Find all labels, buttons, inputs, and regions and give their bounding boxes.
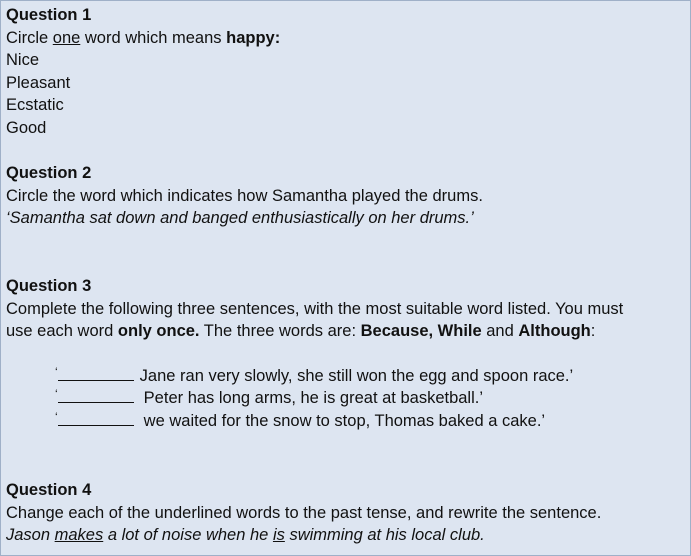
question-3 — [6, 275, 686, 343]
question-2 — [6, 162, 686, 230]
sentence-text: Jane ran very slowly, she still won the egg and spoon race.’ — [139, 367, 574, 385]
question-3-heading: Question 3 — [6, 277, 92, 295]
underlined-word-makes: makes — [54, 526, 104, 545]
question-1-prompt: Circle one word which means happy: — [6, 28, 281, 47]
question-4-heading: Question 4 — [6, 481, 92, 499]
underlined-word-one: one — [52, 28, 81, 47]
sentence-row-3 — [55, 410, 545, 433]
sentence-row-1 — [55, 365, 573, 388]
option-word[interactable]: Pleasant — [6, 73, 71, 92]
underlined-word-is: is — [272, 526, 285, 545]
question-4-sentence: Jason makes a lot of noise when he is swimming at his local club. — [6, 526, 485, 545]
open-quote: ‘ — [55, 387, 58, 401]
question-2-quote[interactable]: ‘Samantha sat down and banged enthusiastically on her drums.’ — [6, 209, 474, 228]
open-quote: ‘ — [55, 410, 58, 424]
question-3-instruction-line-1: Complete the following three sentences, with the most suitable word listed. You must — [6, 299, 624, 318]
option-word[interactable]: Good — [6, 118, 47, 137]
bold-word-happy: happy: — [226, 28, 281, 47]
answer-blank[interactable] — [58, 388, 134, 403]
sentence-text: we waited for the snow to stop, Thomas baked a cake.’ — [143, 412, 546, 430]
sentence-row-2 — [55, 387, 483, 410]
sentence-text: Peter has long arms, he is great at basketball.’ — [143, 389, 484, 407]
question-4-prompt: Change each of the underlined words to the past tense, and rewrite the sentence. — [6, 503, 602, 522]
question-2-heading: Question 2 — [6, 164, 92, 182]
question-4 — [6, 479, 686, 547]
answer-blank[interactable] — [58, 366, 134, 381]
option-word[interactable]: Ecstatic — [6, 96, 64, 115]
option-word[interactable]: Nice — [6, 51, 40, 70]
question-1 — [6, 4, 686, 140]
question-3-instruction-line-2: use each word only once. The three words are: Because, While and Although: — [6, 322, 596, 341]
answer-blank[interactable] — [58, 411, 134, 426]
question-2-prompt: Circle the word which indicates how Samantha played the drums. — [6, 186, 483, 205]
question-1-heading: Question 1 — [6, 6, 92, 24]
open-quote: ‘ — [55, 365, 58, 379]
